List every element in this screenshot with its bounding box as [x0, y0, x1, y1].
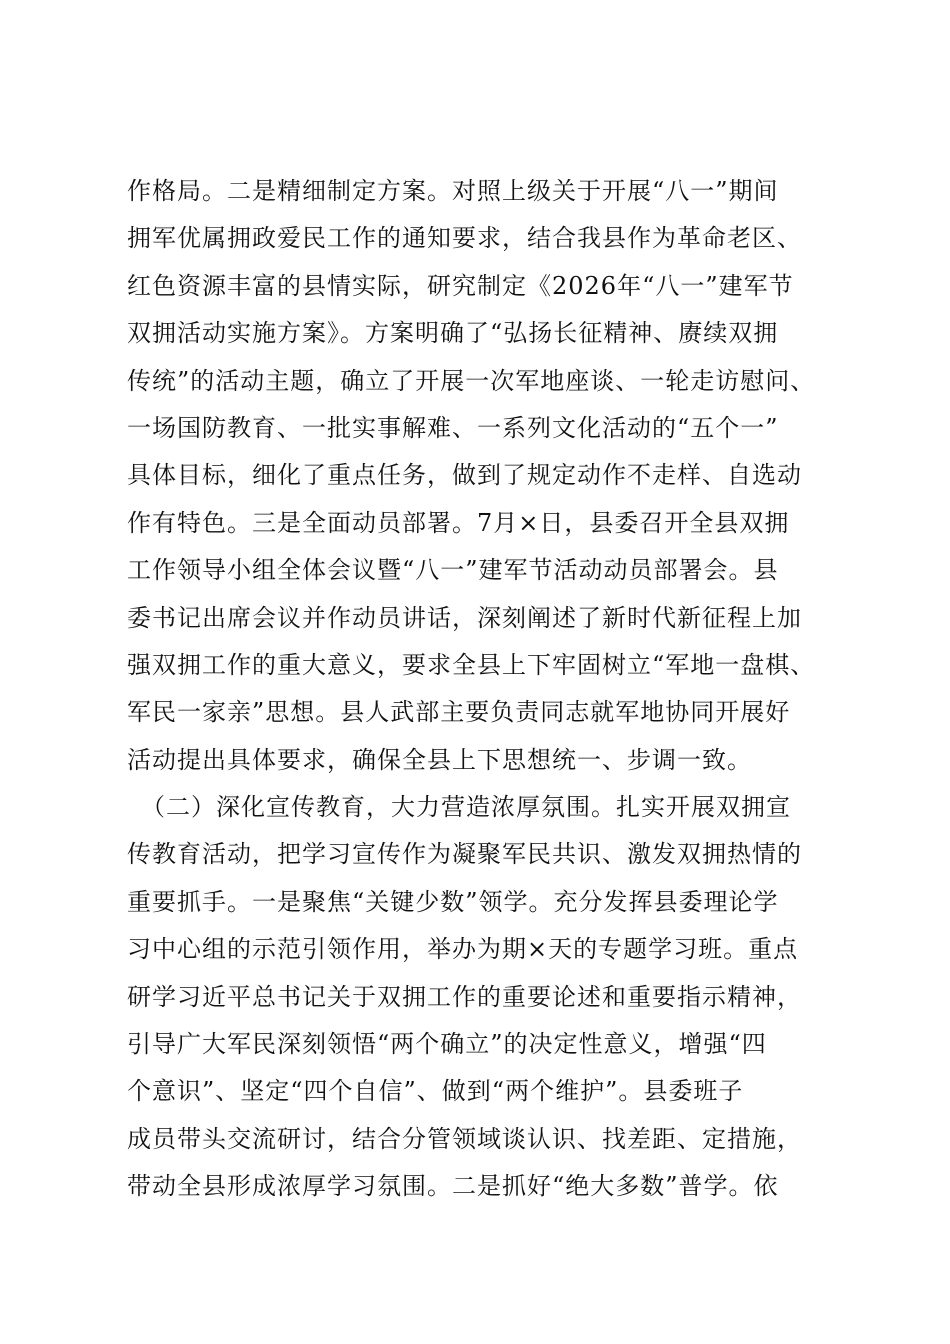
text-line: 活动提出具体要求，确保全县上下思想统一、步调一致。	[127, 745, 752, 774]
text-line: 军民一家亲”思想。县人武部主要负责同志就军地协同开展好	[127, 698, 791, 727]
text-line: 委书记出席会议并作动员讲话，深刻阐述了新时代新征程上加	[127, 603, 802, 632]
text-line: 作格局。二是精细制定方案。对照上级关于开展“八一”期间	[127, 177, 779, 205]
text-line: 一场国防教育、一批实事解难、一系列文化活动的“五个一”	[127, 413, 779, 442]
text-line: 强双拥工作的重大意义，要求全县上下牢固树立“军地一盘棋、	[127, 650, 816, 679]
text-line: 习中心组的示范引领作用，举办为期×天的专题学习班。重点	[127, 935, 799, 964]
text-line: 引导广大军民深刻领悟“两个确立”的决定性意义，增强“四	[127, 1030, 767, 1059]
text-line: 研学习近平总书记关于双拥工作的重要论述和重要指示精神，	[127, 982, 802, 1011]
text-line: 重要抓手。一是聚焦“关键少数”领学。充分发挥县委理论学	[127, 887, 779, 916]
text-line: 个意识”、坚定“四个自信”、做到“两个维护”。县委班子	[127, 1077, 744, 1106]
text-line: 作有特色。三是全面动员部署。7月×日，县委召开全县双拥	[127, 508, 790, 537]
text-line: 工作领导小组全体会议暨“八一”建军节活动动员部署会。县	[127, 556, 779, 585]
section-heading-line: （二）深化宣传教育，大力营造浓厚氛围。扎实开展双拥宣	[141, 793, 791, 822]
body-text	[127, 168, 847, 1211]
text-line: 双拥活动实施方案》。方案明确了“弘扬长征精神、赓续双拥	[127, 319, 779, 348]
text-line: 传教育活动，把学习宣传作为凝聚军民共识、激发双拥热情的	[127, 840, 802, 869]
text-line: 具体目标，细化了重点任务，做到了规定动作不走样、自选动	[127, 461, 802, 490]
text-line: 红色资源丰富的县情实际，研究制定《2026年“八一”建军节	[127, 271, 794, 300]
text-line: 传统”的活动主题，确立了开展一次军地座谈、一轮走访慰问、	[127, 366, 816, 395]
text-line: 成员带头交流研讨，结合分管领域谈认识、找差距、定措施，	[127, 1124, 802, 1153]
text-line: 带动全县形成浓厚学习氛围。二是抓好“绝大多数”普学。依	[127, 1172, 779, 1201]
text-line: 拥军优属拥政爱民工作的通知要求，结合我县作为革命老区、	[127, 224, 802, 253]
